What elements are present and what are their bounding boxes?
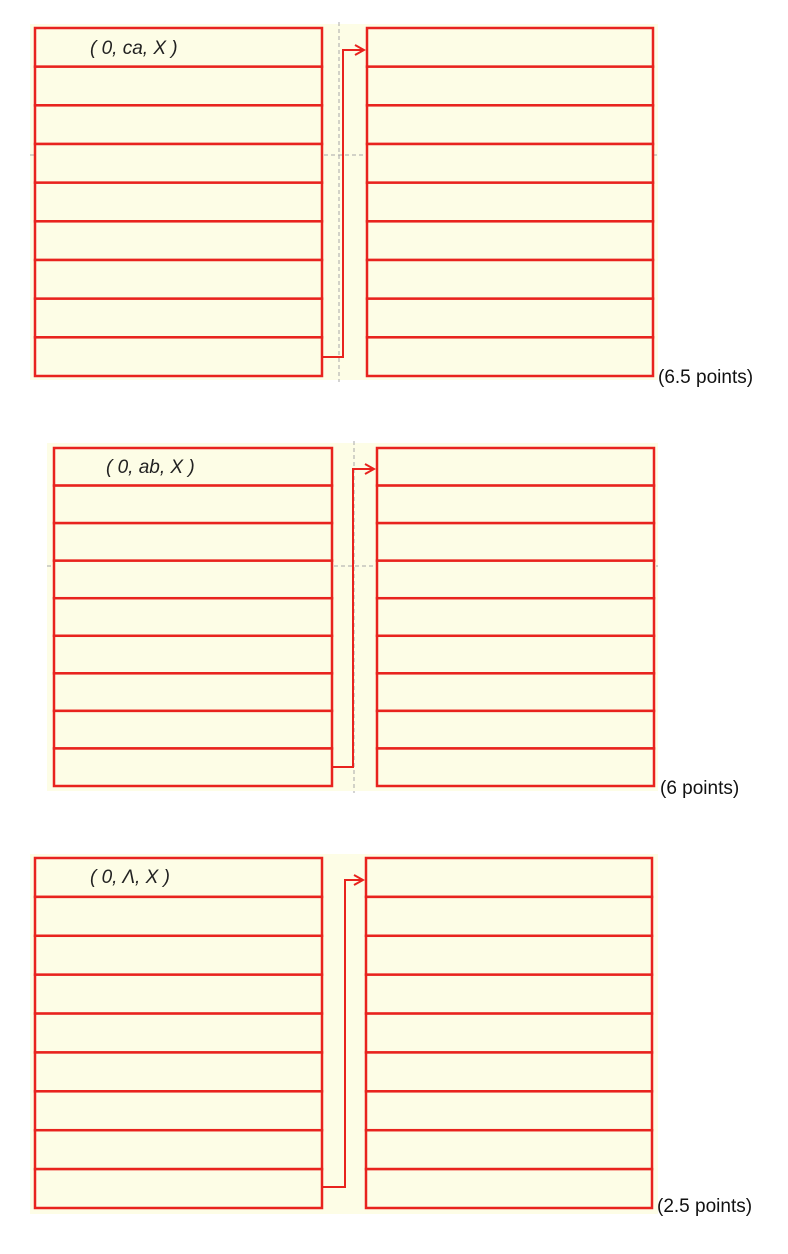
diagram-1-score-label: (6.5 points) [658,367,754,388]
diagram-2-right-table-cell [377,448,654,486]
diagram-3-right-table-cell [366,897,652,936]
diagram-2-right-table-cell [377,636,654,674]
diagram-1 [30,22,753,388]
diagram-2-left-table [54,448,332,786]
diagram-1-right-table-cell [367,67,653,106]
diagram-1-left-table-cell [35,260,322,299]
diagram-1-left-table-cell [35,183,322,222]
diagram-3-right-table-cell [366,1130,652,1169]
diagram-1-first-cell-label: ( 0, ca, X ) [90,38,178,59]
diagram-3-left-table-cell [35,897,322,936]
diagram-1-right-table-cell [367,260,653,299]
diagram-3-left-table-cell [35,1091,322,1130]
diagram-3-first-cell-label: ( 0, Λ, X ) [90,867,170,888]
diagram-2-left-table-cell [54,486,332,524]
diagram-2-left-table-cell [54,711,332,749]
diagram-1-right-table-cell [367,299,653,338]
diagram-2-left-table-cell [54,748,332,786]
diagram-1-right-table-cell [367,337,653,376]
diagram-1-left-table-cell [35,337,322,376]
diagram-2-right-table-cell [377,561,654,599]
diagram-3-right-table [366,858,652,1208]
diagram-2-left-table-cell [54,673,332,711]
diagram-3-left-table-cell [35,1169,322,1208]
diagram-3-left-table-cell [35,975,322,1014]
diagram-2-right-table-cell [377,711,654,749]
diagram-2-first-cell-label: ( 0, ab, X ) [106,457,195,478]
diagram-3-right-table-cell [366,975,652,1014]
diagram-1-left-table-cell [35,221,322,260]
diagram-3-left-table-cell [35,1052,322,1091]
diagram-3-right-table-cell [366,1169,652,1208]
diagram-1-left-table [35,28,322,376]
diagram-1-left-table-cell [35,28,322,67]
diagram-1-right-table-cell [367,105,653,144]
diagram-2-left-table-cell [54,636,332,674]
diagram-3-left-table [35,858,322,1208]
diagram-1-right-table-cell [367,183,653,222]
diagram-2-left-table-cell [54,523,332,561]
diagram-1-left-table-cell [35,67,322,106]
diagram-3 [30,854,752,1217]
diagram-2-score-label: (6 points) [660,778,740,799]
diagram-1-right-table-cell [367,28,653,67]
diagram-3-left-table-cell [35,936,322,975]
diagram-3-right-table-cell [366,858,652,897]
diagram-3-left-table-cell [35,1130,322,1169]
diagram-2-right-table-cell [377,748,654,786]
diagram-2-right-table-cell [377,673,654,711]
diagram-1-left-table-cell [35,105,322,144]
diagram-2-left-table-cell [54,561,332,599]
diagram-3-right-table-cell [366,1091,652,1130]
diagram-2-right-table-cell [377,486,654,524]
diagram-3-left-table-cell [35,858,322,897]
diagram-1-left-table-cell [35,144,322,183]
diagram-1-right-table [367,28,653,376]
diagram-2 [47,441,739,799]
diagram-2-right-table-cell [377,598,654,636]
diagram-3-left-table-cell [35,1014,322,1053]
diagram-2-right-table-cell [377,523,654,561]
diagram-2-right-table [377,448,654,786]
diagram-3-right-table-cell [366,1052,652,1091]
diagram-1-right-table-cell [367,144,653,183]
diagram-1-right-table-cell [367,221,653,260]
diagram-3-right-table-cell [366,1014,652,1053]
diagram-3-score-label: (2.5 points) [657,1196,753,1217]
diagram-2-left-table-cell [54,598,332,636]
diagram-1-left-table-cell [35,299,322,338]
diagram-3-right-table-cell [366,936,652,975]
